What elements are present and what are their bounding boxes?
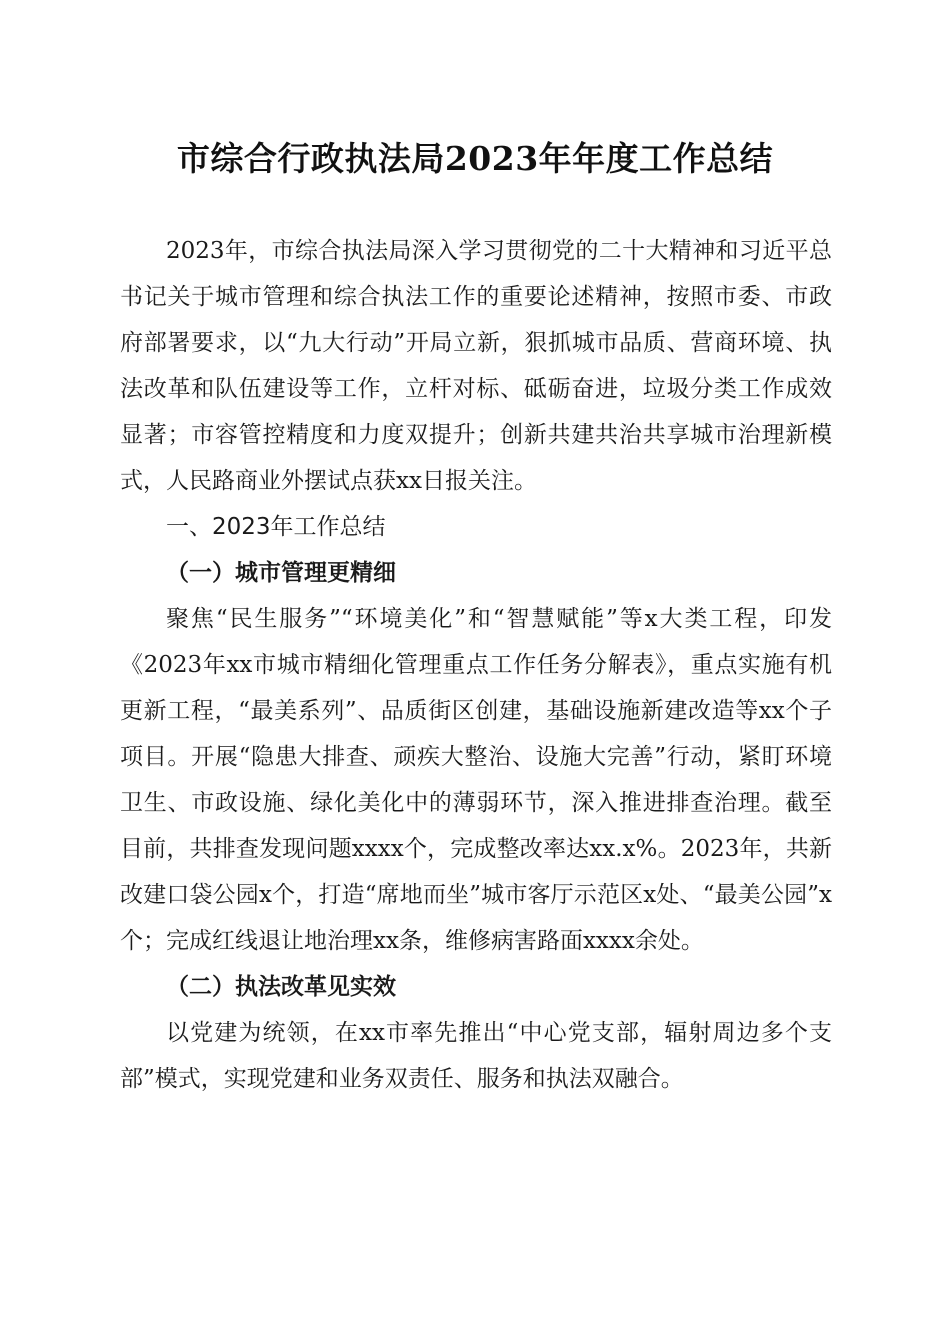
section-heading-work-summary: 一、2023年工作总结 [166, 514, 386, 540]
document-body [120, 228, 832, 1102]
law-enforcement-reform-paragraph: 以党建为统领，在xx市率先推出“中心党支部，辐射周边多个支部”模式，实现党建和业务双责任、服务和执法双融合。 [120, 1020, 832, 1092]
subsection-heading-urban-management: （一）城市管理更精细 [166, 559, 396, 586]
document-title: 市综合行政执法局2023年年度工作总结 [176, 139, 774, 178]
subsection-heading-law-enforcement-reform: （二）执法改革见实效 [166, 973, 396, 1000]
intro-paragraph: 2023年，市综合执法局深入学习贯彻党的二十大精神和习近平总书记关于城市管理和综合执法工作的重要论述精神，按照市委、市政府部署要求，以“九大行动”开局立新，狠抓城市品质、营商环境、执法改革和队伍建设等工作，立杆对标、砥砺奋进，垃圾分类工作成效显著；市容管控精度和力度双提升；创新共建共治共享城市治理新模式，人民路商业外摆试点获xx日报关注。 [120, 238, 832, 494]
urban-management-paragraph: 聚焦“民生服务”“环境美化”和“智慧赋能”等x大类工程，印发《2023年xx市城市精细化管理重点工作任务分解表》，重点实施有机更新工程，“最美系列”、品质街区创建，基础设施新建改造等xx个子项目。开展“隐患大排查、顽疾大整治、设施大完善”行动，紧盯环境卫生、市政设施、绿化美化中的薄弱环节，深入推进排查治理。截至目前，共排查发现问题xxxx个，完成整改率达xx.x%。2023年，共新改建口袋公园x个，打造“席地而坐”城市客厅示范区x处、“最美公园”x个；完成红线退让地治理xx条，维修病害路面xxxx余处。 [120, 606, 832, 954]
